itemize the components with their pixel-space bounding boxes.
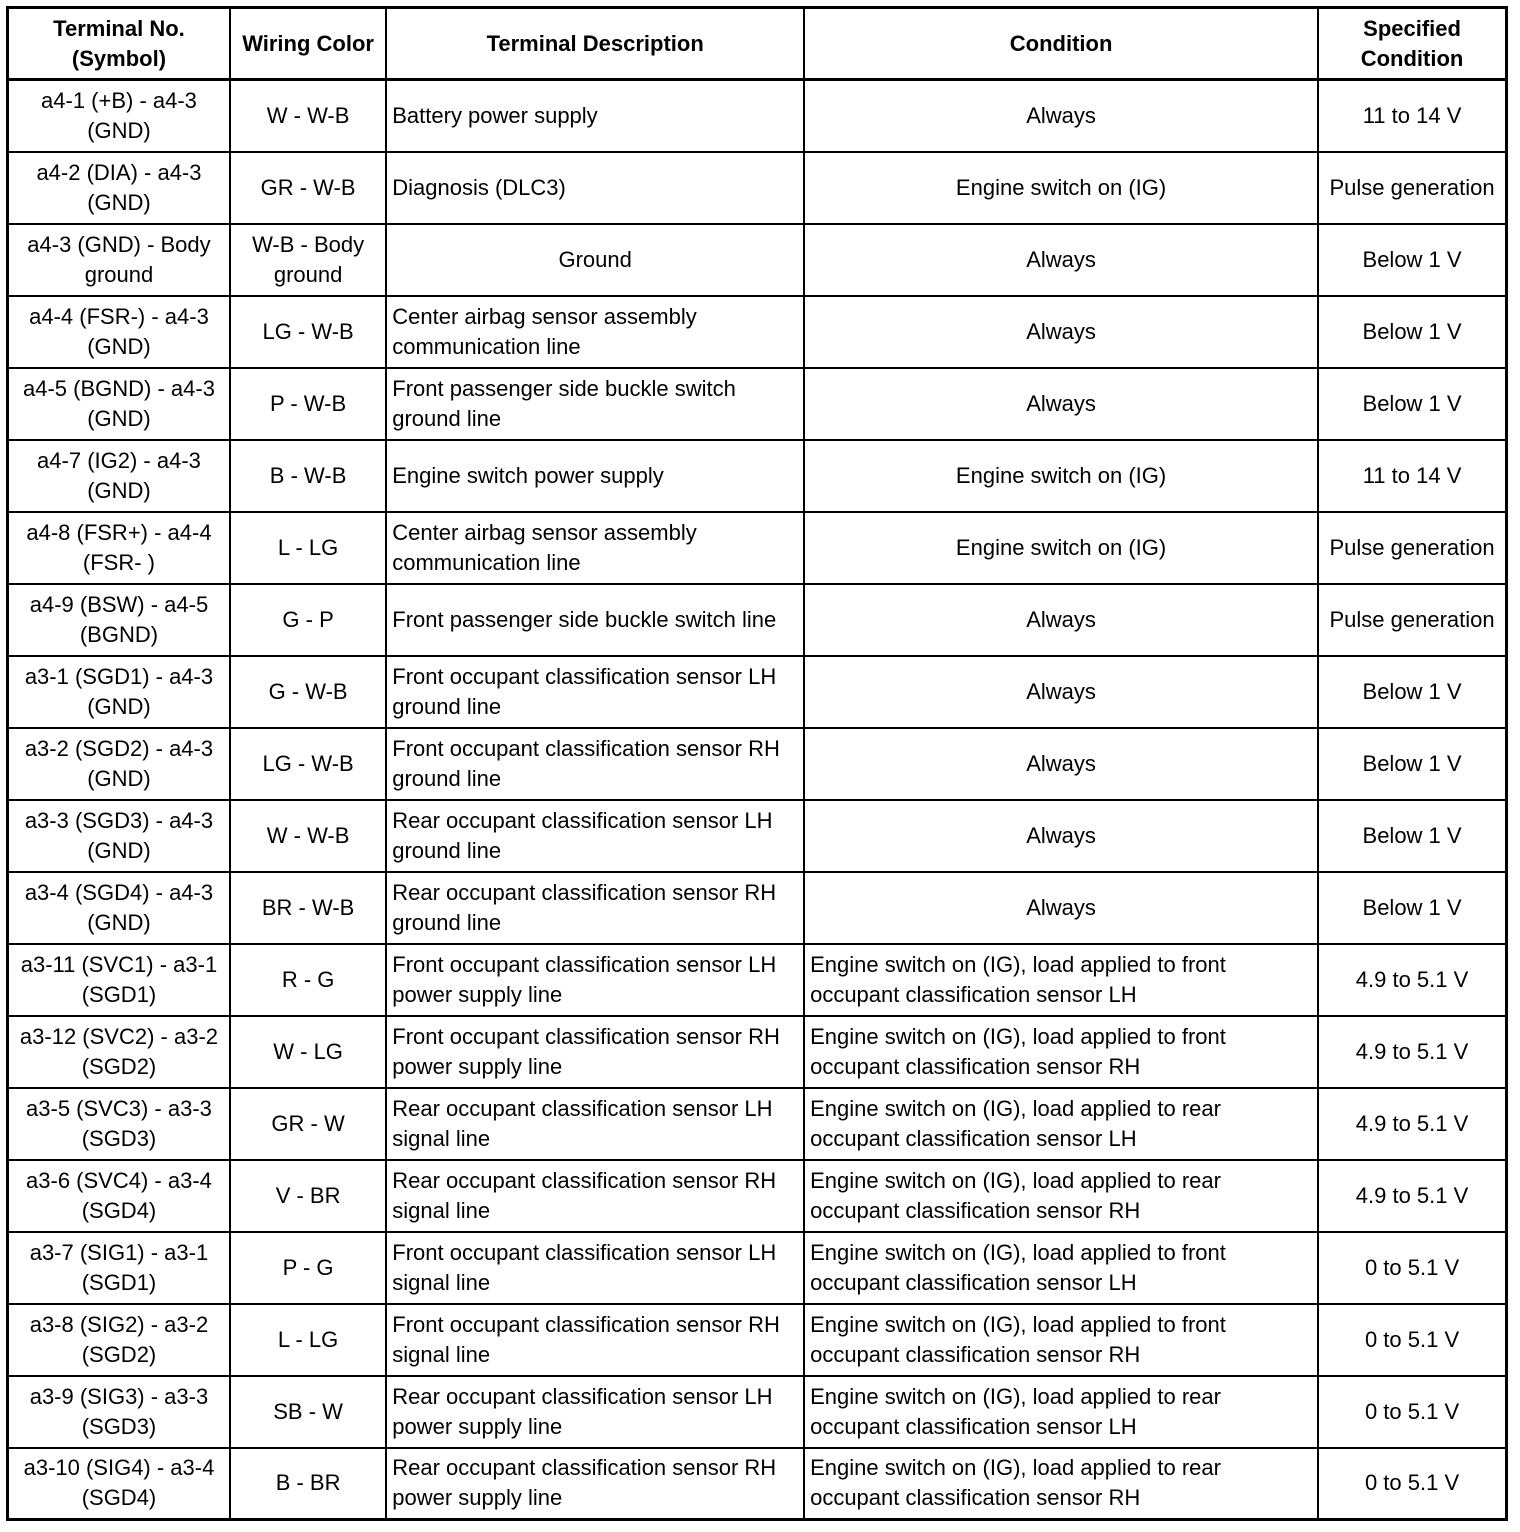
table-row <box>8 1016 1507 1088</box>
cell-specified-condition: 0 to 5.1 V <box>1318 1304 1506 1376</box>
cell-specified-condition: Below 1 V <box>1318 296 1506 368</box>
cell-wiring-color: G - P <box>230 584 386 656</box>
header-row <box>8 8 1507 80</box>
cell-wiring-color: V - BR <box>230 1160 386 1232</box>
cell-condition: Always <box>804 368 1318 440</box>
table-row <box>8 296 1507 368</box>
cell-terminal-description: Rear occupant classification sensor LH signal line <box>386 1088 804 1160</box>
cell-condition: Engine switch on (IG), load applied to rear occupant classification sensor LH <box>804 1088 1318 1160</box>
table-row <box>8 944 1507 1016</box>
cell-terminal: a3-10 (SIG4) - a3-4 (SGD4) <box>8 1448 230 1520</box>
cell-wiring-color: LG - W-B <box>230 728 386 800</box>
cell-wiring-color: W - W-B <box>230 80 386 152</box>
cell-specified-condition: Pulse generation <box>1318 584 1506 656</box>
table-row <box>8 1088 1507 1160</box>
cell-specified-condition: Below 1 V <box>1318 224 1506 296</box>
cell-condition: Always <box>804 656 1318 728</box>
header-terminal-description: Terminal Description <box>386 8 804 80</box>
cell-wiring-color: GR - W-B <box>230 152 386 224</box>
cell-terminal: a4-9 (BSW) - a4-5 (BGND) <box>8 584 230 656</box>
cell-terminal-description: Front passenger side buckle switch line <box>386 584 804 656</box>
table-row <box>8 440 1507 512</box>
cell-terminal: a3-8 (SIG2) - a3-2 (SGD2) <box>8 1304 230 1376</box>
cell-condition: Always <box>804 224 1318 296</box>
cell-specified-condition: 4.9 to 5.1 V <box>1318 1160 1506 1232</box>
cell-wiring-color: W-B - Body ground <box>230 224 386 296</box>
cell-wiring-color: W - W-B <box>230 800 386 872</box>
cell-condition: Engine switch on (IG) <box>804 440 1318 512</box>
cell-specified-condition: Below 1 V <box>1318 800 1506 872</box>
cell-wiring-color: B - BR <box>230 1448 386 1520</box>
cell-terminal-description: Rear occupant classification sensor LH power supply line <box>386 1376 804 1448</box>
cell-wiring-color: W - LG <box>230 1016 386 1088</box>
cell-terminal: a3-12 (SVC2) - a3-2 (SGD2) <box>8 1016 230 1088</box>
cell-specified-condition: 11 to 14 V <box>1318 440 1506 512</box>
cell-wiring-color: BR - W-B <box>230 872 386 944</box>
cell-specified-condition: 4.9 to 5.1 V <box>1318 1088 1506 1160</box>
table-row <box>8 368 1507 440</box>
cell-specified-condition: Below 1 V <box>1318 728 1506 800</box>
cell-terminal: a3-9 (SIG3) - a3-3 (SGD3) <box>8 1376 230 1448</box>
cell-wiring-color: B - W-B <box>230 440 386 512</box>
table-row <box>8 584 1507 656</box>
cell-condition: Engine switch on (IG), load applied to front occupant classification sensor RH <box>804 1304 1318 1376</box>
table-row <box>8 1448 1507 1520</box>
cell-terminal-description: Front occupant classification sensor LH signal line <box>386 1232 804 1304</box>
cell-terminal: a3-3 (SGD3) - a4-3 (GND) <box>8 800 230 872</box>
table-row <box>8 872 1507 944</box>
cell-specified-condition: 0 to 5.1 V <box>1318 1232 1506 1304</box>
cell-terminal: a3-11 (SVC1) - a3-1 (SGD1) <box>8 944 230 1016</box>
cell-condition: Engine switch on (IG), load applied to front occupant classification sensor LH <box>804 1232 1318 1304</box>
cell-terminal: a3-7 (SIG1) - a3-1 (SGD1) <box>8 1232 230 1304</box>
cell-specified-condition: Below 1 V <box>1318 656 1506 728</box>
cell-specified-condition: 0 to 5.1 V <box>1318 1448 1506 1520</box>
header-specified-condition: Specified Condition <box>1318 8 1506 80</box>
cell-wiring-color: R - G <box>230 944 386 1016</box>
cell-terminal-description: Front occupant classification sensor LH power supply line <box>386 944 804 1016</box>
cell-specified-condition: Below 1 V <box>1318 368 1506 440</box>
table-row <box>8 80 1507 152</box>
cell-specified-condition: Below 1 V <box>1318 872 1506 944</box>
header-condition: Condition <box>804 8 1318 80</box>
cell-condition: Engine switch on (IG) <box>804 512 1318 584</box>
header-terminal: Terminal No. (Symbol) <box>8 8 230 80</box>
cell-terminal: a4-1 (+B) - a4-3 (GND) <box>8 80 230 152</box>
cell-terminal: a3-1 (SGD1) - a4-3 (GND) <box>8 656 230 728</box>
cell-terminal-description: Rear occupant classification sensor LH ground line <box>386 800 804 872</box>
cell-terminal: a3-5 (SVC3) - a3-3 (SGD3) <box>8 1088 230 1160</box>
cell-condition: Engine switch on (IG), load applied to rear occupant classification sensor RH <box>804 1160 1318 1232</box>
cell-wiring-color: G - W-B <box>230 656 386 728</box>
cell-terminal: a4-2 (DIA) - a4-3 (GND) <box>8 152 230 224</box>
cell-specified-condition: 4.9 to 5.1 V <box>1318 944 1506 1016</box>
cell-wiring-color: GR - W <box>230 1088 386 1160</box>
cell-condition: Engine switch on (IG), load applied to front occupant classification sensor LH <box>804 944 1318 1016</box>
cell-wiring-color: P - G <box>230 1232 386 1304</box>
cell-specified-condition: 4.9 to 5.1 V <box>1318 1016 1506 1088</box>
cell-terminal: a4-3 (GND) - Body ground <box>8 224 230 296</box>
table-row <box>8 1232 1507 1304</box>
table-row <box>8 656 1507 728</box>
cell-condition: Always <box>804 584 1318 656</box>
table-body <box>8 80 1507 1520</box>
cell-wiring-color: L - LG <box>230 512 386 584</box>
cell-wiring-color: SB - W <box>230 1376 386 1448</box>
cell-condition: Engine switch on (IG), load applied to front occupant classification sensor RH <box>804 1016 1318 1088</box>
cell-terminal: a4-5 (BGND) - a4-3 (GND) <box>8 368 230 440</box>
cell-terminal-description: Diagnosis (DLC3) <box>386 152 804 224</box>
cell-terminal: a3-6 (SVC4) - a3-4 (SGD4) <box>8 1160 230 1232</box>
cell-terminal: a3-4 (SGD4) - a4-3 (GND) <box>8 872 230 944</box>
cell-condition: Always <box>804 80 1318 152</box>
table-row <box>8 1376 1507 1448</box>
table-row <box>8 728 1507 800</box>
cell-specified-condition: 11 to 14 V <box>1318 80 1506 152</box>
cell-terminal-description: Rear occupant classification sensor RH signal line <box>386 1160 804 1232</box>
cell-terminal-description: Battery power supply <box>386 80 804 152</box>
cell-terminal: a4-8 (FSR+) - a4-4 (FSR- ) <box>8 512 230 584</box>
cell-terminal-description: Rear occupant classification sensor RH power supply line <box>386 1448 804 1520</box>
table-row <box>8 1160 1507 1232</box>
table-row <box>8 800 1507 872</box>
cell-specified-condition: 0 to 5.1 V <box>1318 1376 1506 1448</box>
cell-terminal: a4-7 (IG2) - a4-3 (GND) <box>8 440 230 512</box>
table-row <box>8 152 1507 224</box>
cell-condition: Always <box>804 872 1318 944</box>
table-row <box>8 512 1507 584</box>
cell-terminal-description: Rear occupant classification sensor RH ground line <box>386 872 804 944</box>
cell-terminal: a3-2 (SGD2) - a4-3 (GND) <box>8 728 230 800</box>
cell-condition: Engine switch on (IG) <box>804 152 1318 224</box>
cell-condition: Always <box>804 728 1318 800</box>
cell-condition: Engine switch on (IG), load applied to rear occupant classification sensor RH <box>804 1448 1318 1520</box>
cell-specified-condition: Pulse generation <box>1318 152 1506 224</box>
cell-condition: Always <box>804 800 1318 872</box>
cell-condition: Always <box>804 296 1318 368</box>
cell-wiring-color: P - W-B <box>230 368 386 440</box>
table-row <box>8 224 1507 296</box>
cell-wiring-color: LG - W-B <box>230 296 386 368</box>
cell-terminal-description: Center airbag sensor assembly communication line <box>386 296 804 368</box>
cell-condition: Engine switch on (IG), load applied to rear occupant classification sensor LH <box>804 1376 1318 1448</box>
cell-terminal-description: Ground <box>386 224 804 296</box>
terminal-spec-table <box>6 6 1508 1521</box>
cell-wiring-color: L - LG <box>230 1304 386 1376</box>
cell-terminal-description: Front occupant classification sensor LH ground line <box>386 656 804 728</box>
cell-specified-condition: Pulse generation <box>1318 512 1506 584</box>
cell-terminal-description: Front passenger side buckle switch ground line <box>386 368 804 440</box>
table-row <box>8 1304 1507 1376</box>
cell-terminal-description: Front occupant classification sensor RH signal line <box>386 1304 804 1376</box>
table-header <box>8 8 1507 80</box>
header-wiring-color: Wiring Color <box>230 8 386 80</box>
cell-terminal-description: Front occupant classification sensor RH ground line <box>386 728 804 800</box>
cell-terminal-description: Engine switch power supply <box>386 440 804 512</box>
cell-terminal-description: Center airbag sensor assembly communication line <box>386 512 804 584</box>
cell-terminal-description: Front occupant classification sensor RH power supply line <box>386 1016 804 1088</box>
cell-terminal: a4-4 (FSR-) - a4-3 (GND) <box>8 296 230 368</box>
